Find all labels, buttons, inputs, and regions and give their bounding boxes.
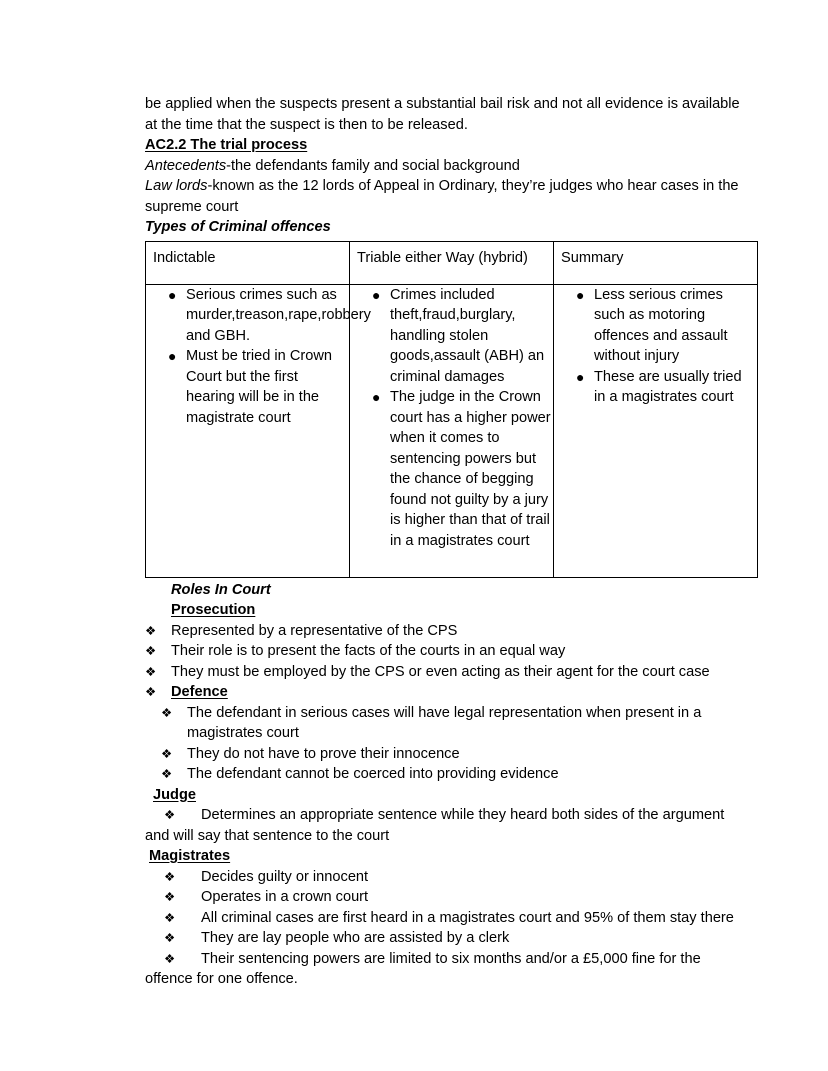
table-cell-triable-either-way <box>350 284 554 577</box>
list-item <box>145 908 742 929</box>
table-header-indictable: Indictable <box>146 241 350 284</box>
roles-in-court-heading: Roles In Court <box>171 581 271 598</box>
judge-heading: Judge <box>153 786 196 803</box>
defence-heading-item <box>145 682 742 703</box>
table-body-row <box>146 284 758 577</box>
bullet-dot-icon: ● <box>576 286 585 303</box>
prosecution-list <box>145 621 742 703</box>
list-item-text: They are lay people who are assisted by a clerk <box>201 930 510 946</box>
list-item <box>576 367 757 408</box>
list-item <box>372 285 553 388</box>
roles-in-court-section <box>122 580 742 990</box>
diamond-bullet-icon: ❖ <box>164 869 176 884</box>
list-item <box>168 285 371 347</box>
section-heading-text: AC2.2 The trial process <box>145 137 308 153</box>
diamond-bullet-icon: ❖ <box>145 644 157 658</box>
diamond-bullet-icon: ❖ <box>145 623 157 638</box>
table-cell-summary <box>554 284 758 577</box>
list-item-text: Less serious crimes such as motoring offences and assault without injury <box>594 286 728 364</box>
defence-list <box>145 703 742 785</box>
list-item-text: They must be employed by the CPS or even acting as their agent for the court case <box>171 663 710 680</box>
indictable-list <box>146 285 371 429</box>
summary-list <box>554 285 757 408</box>
bullet-dot-icon: ● <box>168 286 177 303</box>
list-item-text: Operates in a crown court <box>201 889 369 905</box>
offences-table <box>145 241 758 578</box>
bullet-dot-icon: ● <box>372 286 381 303</box>
list-item <box>145 764 742 785</box>
list-item-text: Crimes included theft,fraud,burglary, handling stolen goods,assault (ABH) an criminal damages <box>390 286 545 385</box>
list-item-text: Their role is to present the facts of the courts in an equal way <box>171 643 566 659</box>
bullet-dot-icon: ● <box>576 368 585 385</box>
diamond-bullet-icon: ❖ <box>164 951 176 966</box>
table-header-summary: Summary <box>554 241 758 284</box>
list-item <box>145 662 742 683</box>
intro-paragraph: be applied when the suspects present a substantial bail risk and not all evidence is available at the time that the suspect is then to be released. <box>145 96 740 133</box>
diamond-bullet-icon: ❖ <box>161 746 173 761</box>
definition-term: Antecedents <box>145 157 227 174</box>
list-item-text: Their sentencing powers are limited to six months and/or a £5,000 fine for the <box>201 950 701 967</box>
judge-continuation: and will say that sentence to the court <box>145 827 390 844</box>
bullet-dot-icon: ● <box>372 389 381 405</box>
list-item-text: They do not have to prove their innocence <box>187 745 460 762</box>
table-header-triable-either-way: Triable either Way (hybrid) <box>350 241 554 284</box>
list-item <box>145 949 742 970</box>
list-item <box>145 867 742 888</box>
list-item-text: Decides guilty or innocent <box>201 868 369 885</box>
definition-text: -known as the 12 lords of Appeal in Ordinary, they’re judges who hear cases in the supreme court <box>145 178 739 215</box>
list-item <box>145 887 742 908</box>
table-header-row <box>146 241 758 284</box>
prosecution-heading: Prosecution <box>171 602 256 618</box>
list-item-text: Must be tried in Crown Court but the first hearing will be in the magistrate court <box>186 348 332 426</box>
definition-text: -the defendants family and social background <box>226 157 520 174</box>
list-item <box>145 703 742 744</box>
definition-antecedents <box>122 156 742 177</box>
table-title <box>122 217 742 238</box>
diamond-bullet-icon: ❖ <box>164 890 176 904</box>
list-item <box>145 805 742 826</box>
triable-list <box>350 285 553 552</box>
bullet-dot-icon: ● <box>168 348 177 364</box>
list-item <box>576 285 757 367</box>
list-item <box>145 744 742 765</box>
diamond-bullet-icon: ❖ <box>164 910 176 925</box>
section-heading-ac22 <box>122 135 742 156</box>
judge-list <box>145 805 742 826</box>
defence-heading-text: Defence <box>171 684 228 700</box>
list-item-text: Represented by a representative of the CPS <box>171 622 458 639</box>
diamond-bullet-icon: ❖ <box>145 664 157 679</box>
definition-term: Law lords <box>145 178 208 194</box>
magistrates-list <box>145 867 742 970</box>
diamond-bullet-icon: ❖ <box>164 808 176 822</box>
list-item-text: Serious crimes such as murder,treason,rape,robbery and GBH. <box>186 286 371 344</box>
list-item-text: These are usually tried in a magistrates court <box>594 368 742 405</box>
list-item-text: The judge in the Crown court has a higher power when it comes to sentencing powers but the chance of begging found not guilty by a jury is higher than that of trail in a magistrates court <box>390 389 551 549</box>
table-title-text: Types of Criminal offences <box>145 219 331 235</box>
list-item <box>168 346 349 428</box>
magistrates-continuation: offence for one offence. <box>145 971 298 987</box>
magistrates-heading: Magistrates <box>149 848 231 864</box>
list-item <box>145 641 742 662</box>
table-cell-indictable <box>146 284 371 577</box>
list-item-text: Determines an appropriate sentence while they heard both sides of the argument <box>201 807 725 823</box>
diamond-bullet-icon: ❖ <box>145 685 157 699</box>
list-item-text: The defendant in serious cases will have legal representation when present in a magistrates court <box>187 704 702 741</box>
document-content <box>122 94 742 990</box>
list-item <box>145 621 742 642</box>
definition-law-lords <box>122 176 742 217</box>
list-item <box>372 387 553 551</box>
diamond-bullet-icon: ❖ <box>164 931 176 945</box>
list-item <box>145 928 742 949</box>
diamond-bullet-icon: ❖ <box>161 705 173 720</box>
offences-table-wrapper <box>122 241 742 578</box>
list-item-text: The defendant cannot be coerced into providing evidence <box>187 766 559 782</box>
diamond-bullet-icon: ❖ <box>161 767 173 781</box>
list-item-text: All criminal cases are first heard in a magistrates court and 95% of them stay there <box>201 909 734 926</box>
